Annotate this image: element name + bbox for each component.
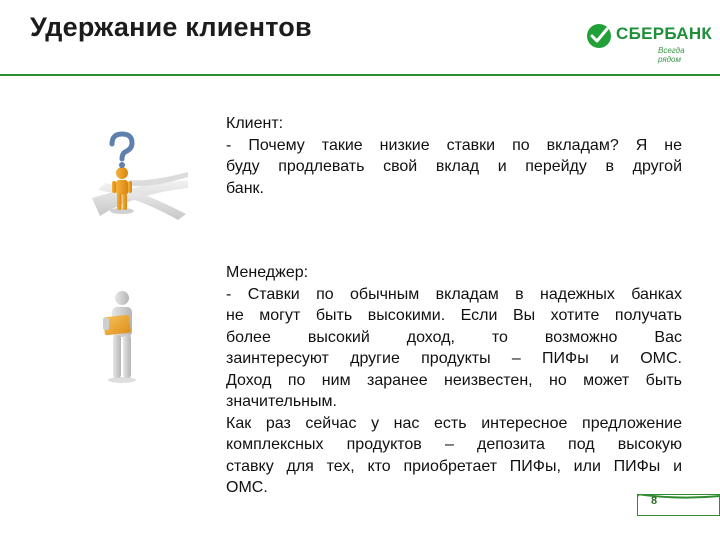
manager-line: не могут быть высокими. Если Вы хотите получать [226,307,682,324]
logo-brand-text: СБЕРБАНК [616,24,713,43]
page-number-badge [637,494,720,516]
header-divider [0,74,720,76]
question-figure-icon [90,128,190,223]
manager-line: заинтересуют другие продукты – ПИФы и ОМС. [226,350,682,367]
client-line: - Почему такие низкие ставки по вкладам? Я не [226,136,682,154]
page-number: 8 [651,495,658,507]
client-remark [226,113,682,199]
manager-line: Доход по ним заранее неизвестен, но может быть [226,371,682,389]
sberbank-logo [585,20,713,64]
client-heading: Клиент: [226,115,284,132]
manager-heading: Менеджер: [226,264,309,281]
manager-line: комплексных продуктов – депозита под высокую [226,436,682,453]
manager-line: ставку для тех, кто приобретает ПИФы, или ПИФы и [226,457,682,475]
manager-line: Как раз сейчас у нас есть интересное предложение [226,414,682,432]
manager-line: - Ставки по обычным вкладам в надежных банках [226,285,682,303]
client-line: буду продлевать свой вклад и перейду в другой [226,158,682,175]
client-line: банк. [226,179,264,197]
briefcase-figure-icon [98,290,148,385]
logo-tagline: Всегда рядом [658,46,685,64]
manager-line: более высокий доход, то возможно Вас [226,328,682,346]
page-title: Удержание клиентов [30,12,312,42]
manager-reply [226,262,682,499]
manager-line: ОМС. [226,479,268,496]
sberbank-logo-icon [585,22,613,50]
manager-line: значительным. [226,393,337,410]
